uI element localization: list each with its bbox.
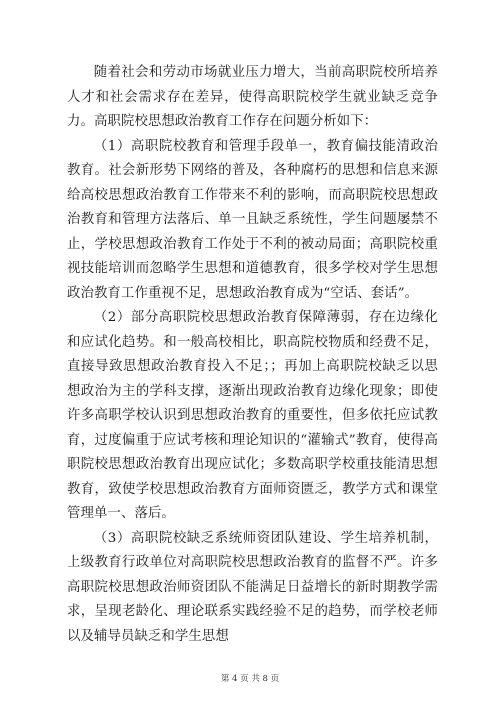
page-number-label: 第 4 页 共 8 页 (220, 674, 280, 684)
paragraph-point-1: （1）高职院校教育和管理手段单一，教育偏技能清政治教育。社会新形势下网络的普及，各种腐朽的思想和信息来源给高校思想政治教育工作带来不利的影响，而高职院校思想政治教育和管理方法落后、单一且缺乏系统性，学生问题屡禁不止，学校思想政治教育工作处于不利的被动局面；高职院校重视技能培训而忽略学生思想和道德教育，很多学校对学生思想政治教育工作重视不足，思想政治教育成为“空话、套话”。 (67, 138, 438, 301)
paragraph-intro: 随着社会和劳动市场就业压力增大，当前高职院校所培养人才和社会需求存在差异，使得高职院校学生就业缺乏竞争力。高职院校思想政治教育工作存在问题分析如下： (67, 65, 438, 129)
paragraph-point-2: （2）部分高职院校思想政治教育保障薄弱，存在边缘化和应试化趋势。和一般高校相比，职高院校物质和经费不足，直接导致思想政治教育投入不足；；再加上高职院校缺乏以思想政治为主的学科支撑，逐渐出现政治教育边缘化现象；即使许多高职学校认识到思想政治教育的重要性，但多依托应试教育，过度偏重于应试考核和理论知识的“灌输式”教育，使得高职院校思想政治教育出现应试化；多数高职学校重技能清思想教育，致使学校思想政治教育方面师资匮乏，教学方式和课堂管理单一、落后。 (67, 310, 438, 521)
page-footer (0, 672, 500, 684)
paragraph-point-3: （3）高职院校缺乏系统师资团队建设、学生培养机制，上级教育行政单位对高职院校思想政治教育的监督不严。许多高职院校思想政治师资团队不能满足日益增长的新时期教学需求，呈现老龄化、理论联系实践经验不足的趋势，而学校老师以及辅导员缺乏和学生思想 (67, 530, 438, 644)
document-body (67, 61, 438, 649)
